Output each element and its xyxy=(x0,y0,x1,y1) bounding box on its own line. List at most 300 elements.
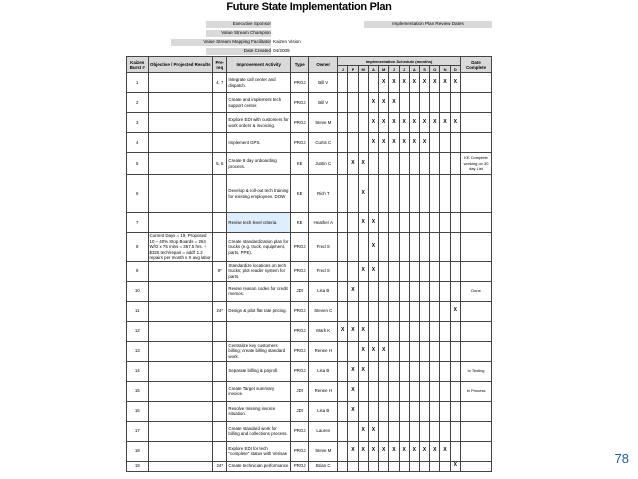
kaizen-number: 2 xyxy=(127,93,149,113)
month-cell: X xyxy=(450,461,460,471)
month-cell xyxy=(358,233,368,262)
month-header: D xyxy=(450,66,460,73)
table-row xyxy=(127,133,492,153)
owner-cell: Renee H xyxy=(309,341,338,361)
month-cell: X xyxy=(399,441,409,461)
owner-cell: Bill V xyxy=(309,93,338,113)
month-cell xyxy=(409,233,419,262)
month-cell xyxy=(399,233,409,262)
activity-cell: Create Target summary invoice. xyxy=(227,381,291,401)
month-cell xyxy=(409,153,419,175)
month-header: N xyxy=(440,66,450,73)
type-cell: JDI xyxy=(290,381,308,401)
date-created-label: Date Created xyxy=(206,48,271,55)
month-cell xyxy=(430,381,440,401)
month-cell xyxy=(348,301,358,321)
month-cell xyxy=(440,133,450,153)
kaizen-number: 16 xyxy=(127,401,149,421)
month-cell: X xyxy=(368,113,378,133)
month-cell xyxy=(440,381,450,401)
type-cell: PROJ xyxy=(290,341,308,361)
month-cell xyxy=(338,421,348,441)
activity-cell: Create 8 day onboarding process. xyxy=(227,153,291,175)
month-cell xyxy=(409,93,419,113)
month-cell xyxy=(358,461,368,471)
month-cell xyxy=(419,321,429,341)
kaizen-number: 3 xyxy=(127,113,149,133)
month-cell: X xyxy=(358,175,368,213)
kaizen-number: 14 xyxy=(127,361,149,381)
prereq-cell xyxy=(213,113,227,133)
meta-row-exec-sponsor xyxy=(126,21,492,29)
month-cell: X xyxy=(348,321,358,341)
month-cell xyxy=(440,261,450,281)
month-cell: X xyxy=(379,441,389,461)
type-cell: KE xyxy=(290,213,308,233)
activity-cell: Develop & roll-out tech training for existing employees. DOW xyxy=(227,175,291,213)
type-cell: PROJ xyxy=(290,361,308,381)
month-cell xyxy=(348,93,358,113)
month-cell xyxy=(389,213,399,233)
activity-cell: Create standardization plan for trucks (e.g. truck, equipment, parts, PPE). xyxy=(227,233,291,262)
type-cell: PROJ xyxy=(290,421,308,441)
prereq-cell: 24* xyxy=(213,461,227,471)
month-cell: X xyxy=(430,441,440,461)
month-cell xyxy=(450,401,460,421)
month-cell xyxy=(348,233,358,262)
month-cell: X xyxy=(440,441,450,461)
type-cell: PROJ xyxy=(290,73,308,93)
month-cell: X xyxy=(348,153,358,175)
table-row xyxy=(127,461,492,471)
month-cell xyxy=(389,261,399,281)
month-cell xyxy=(430,233,440,262)
month-cell xyxy=(430,461,440,471)
month-header: M xyxy=(358,66,368,73)
month-cell xyxy=(338,261,348,281)
owner-cell: Curtis C xyxy=(309,133,338,153)
kaizen-number: 9 xyxy=(127,261,149,281)
activity-cell: Design & pilot flat rate pricing. xyxy=(227,301,291,321)
table-row xyxy=(127,341,492,361)
header-date-complete: Date Complete xyxy=(461,57,492,73)
table-row xyxy=(127,213,492,233)
date-complete-cell xyxy=(461,133,492,153)
month-cell xyxy=(450,153,460,175)
month-cell xyxy=(430,361,440,381)
month-cell xyxy=(389,175,399,213)
month-cell xyxy=(338,213,348,233)
objective-cell xyxy=(148,213,213,233)
month-cell xyxy=(368,153,378,175)
month-cell xyxy=(338,233,348,262)
month-cell xyxy=(348,261,358,281)
table-row xyxy=(127,301,492,321)
month-cell xyxy=(338,381,348,401)
prereq-cell xyxy=(213,233,227,262)
kaizen-number: 13 xyxy=(127,341,149,361)
month-cell: X xyxy=(358,361,368,381)
month-cell xyxy=(450,261,460,281)
prereq-cell xyxy=(213,401,227,421)
month-cell xyxy=(338,281,348,301)
month-cell xyxy=(379,321,389,341)
date-complete-cell xyxy=(461,233,492,262)
month-cell: X xyxy=(399,133,409,153)
month-cell: X xyxy=(368,213,378,233)
month-cell: X xyxy=(358,441,368,461)
month-cell xyxy=(450,233,460,262)
kaizen-number: 8 xyxy=(127,233,149,262)
header-type: Type xyxy=(290,57,308,73)
date-complete-cell: In Testing xyxy=(461,361,492,381)
month-cell xyxy=(358,401,368,421)
month-cell: X xyxy=(348,401,358,421)
month-header: S xyxy=(419,66,429,73)
month-cell xyxy=(430,93,440,113)
month-cell xyxy=(419,461,429,471)
kaizen-number: 5 xyxy=(127,153,149,175)
owner-cell: Steve M xyxy=(309,113,338,133)
month-cell xyxy=(379,361,389,381)
prereq-cell xyxy=(213,361,227,381)
month-cell xyxy=(440,401,450,421)
month-cell xyxy=(358,281,368,301)
owner-cell: Bill V xyxy=(309,73,338,93)
owner-cell: Lisa B xyxy=(309,361,338,381)
month-cell xyxy=(419,233,429,262)
month-cell xyxy=(368,401,378,421)
table-row xyxy=(127,281,492,301)
objective-cell xyxy=(148,93,213,113)
month-header: F xyxy=(348,66,358,73)
kaizen-number: 10 xyxy=(127,281,149,301)
month-cell xyxy=(440,153,450,175)
objective-cell xyxy=(148,301,213,321)
objective-cell xyxy=(148,461,213,471)
owner-cell: Fred S xyxy=(309,233,338,262)
month-cell xyxy=(348,73,358,93)
date-complete-cell xyxy=(461,73,492,93)
month-cell xyxy=(419,175,429,213)
month-cell: X xyxy=(419,73,429,93)
month-cell: X xyxy=(409,441,419,461)
date-complete-cell xyxy=(461,113,492,133)
month-cell: X xyxy=(399,113,409,133)
month-cell xyxy=(338,93,348,113)
activity-cell: Centralize key customers billing; create billing standard work. xyxy=(227,341,291,361)
month-cell xyxy=(430,213,440,233)
table-row xyxy=(127,93,492,113)
header-owner: Owner xyxy=(309,57,338,73)
month-cell xyxy=(440,213,450,233)
month-cell xyxy=(409,461,419,471)
month-cell: X xyxy=(368,441,378,461)
month-cell xyxy=(450,361,460,381)
month-cell xyxy=(358,113,368,133)
prereq-cell: 5, 6 xyxy=(213,153,227,175)
date-complete-cell xyxy=(461,175,492,213)
month-cell xyxy=(430,421,440,441)
month-cell xyxy=(399,341,409,361)
month-cell xyxy=(409,301,419,321)
table-row xyxy=(127,233,492,262)
table-row xyxy=(127,321,492,341)
month-cell: X xyxy=(348,281,358,301)
month-cell: X xyxy=(419,441,429,461)
implementation-plan-sheet xyxy=(126,0,492,479)
month-cell: X xyxy=(409,133,419,153)
month-cell xyxy=(430,281,440,301)
month-cell: X xyxy=(338,321,348,341)
month-cell xyxy=(379,281,389,301)
owner-cell: Mark K xyxy=(309,321,338,341)
objective-cell xyxy=(148,281,213,301)
month-cell xyxy=(389,401,399,421)
activity-cell: Create and implement tech support center. xyxy=(227,93,291,113)
month-cell xyxy=(379,401,389,421)
month-cell xyxy=(430,153,440,175)
owner-cell: Renee H xyxy=(309,381,338,401)
month-cell xyxy=(389,233,399,262)
month-cell: X xyxy=(368,341,378,361)
month-cell xyxy=(419,341,429,361)
month-cell xyxy=(399,261,409,281)
month-cell xyxy=(440,233,450,262)
prereq-cell: 8* xyxy=(213,261,227,281)
month-cell: X xyxy=(389,93,399,113)
month-cell xyxy=(338,401,348,421)
month-cell: X xyxy=(348,361,358,381)
objective-cell xyxy=(148,381,213,401)
meta-row-date-created xyxy=(126,48,492,56)
month-cell xyxy=(409,401,419,421)
month-cell xyxy=(419,213,429,233)
month-cell: X xyxy=(389,133,399,153)
prereq-cell xyxy=(213,321,227,341)
month-header: M xyxy=(379,66,389,73)
month-cell xyxy=(338,441,348,461)
prereq-cell: 4, 7 xyxy=(213,73,227,93)
implementation-plan-table xyxy=(126,56,492,472)
table-row xyxy=(127,73,492,93)
objective-cell xyxy=(148,133,213,153)
month-cell xyxy=(368,381,378,401)
month-cell xyxy=(338,175,348,213)
meta-row-facilitator xyxy=(126,39,492,47)
month-cell: X xyxy=(358,153,368,175)
type-cell: KE xyxy=(290,153,308,175)
month-cell xyxy=(368,281,378,301)
month-cell: X xyxy=(389,441,399,461)
objective-cell xyxy=(148,401,213,421)
month-cell: X xyxy=(368,93,378,113)
date-complete-cell xyxy=(461,341,492,361)
month-cell: X xyxy=(389,73,399,93)
month-cell xyxy=(419,153,429,175)
month-cell xyxy=(379,233,389,262)
type-cell: KE xyxy=(290,175,308,213)
month-cell xyxy=(409,381,419,401)
objective-cell xyxy=(148,175,213,213)
date-complete-cell xyxy=(461,321,492,341)
month-cell: X xyxy=(440,73,450,93)
date-complete-cell: KE Complete working on 30 day List xyxy=(461,153,492,175)
objective-cell xyxy=(148,361,213,381)
month-cell xyxy=(440,321,450,341)
date-complete-cell xyxy=(461,93,492,113)
vs-champion-label: Value Stream Champion xyxy=(206,30,271,37)
vsm-facilitator-label: Value Stream Mapping Facilitator xyxy=(171,39,271,46)
month-cell: X xyxy=(348,441,358,461)
month-header: O xyxy=(430,66,440,73)
month-cell: X xyxy=(379,93,389,113)
kaizen-number: 4 xyxy=(127,133,149,153)
date-complete-cell xyxy=(461,461,492,471)
month-cell xyxy=(348,341,358,361)
month-cell xyxy=(399,421,409,441)
type-cell: PROJ xyxy=(290,461,308,471)
table-row xyxy=(127,153,492,175)
month-cell xyxy=(389,421,399,441)
month-cell: X xyxy=(389,113,399,133)
activity-cell: Revise tech level criteria. xyxy=(227,213,291,233)
month-cell xyxy=(450,213,460,233)
month-cell xyxy=(399,361,409,381)
month-cell xyxy=(440,341,450,361)
month-cell xyxy=(379,421,389,441)
owner-cell: Lisa B xyxy=(309,401,338,421)
month-header: A xyxy=(368,66,378,73)
month-cell xyxy=(450,441,460,461)
month-cell xyxy=(450,341,460,361)
month-cell: X xyxy=(348,381,358,401)
month-cell xyxy=(399,175,409,213)
month-cell: X xyxy=(368,233,378,262)
month-cell xyxy=(379,381,389,401)
month-cell: X xyxy=(409,113,419,133)
owner-cell: Heather A xyxy=(309,213,338,233)
month-cell: X xyxy=(440,113,450,133)
activity-cell: Standardize locations on tech trucks; plot reader system for parts. xyxy=(227,261,291,281)
activity-cell: Resolve missing invoice situation. xyxy=(227,401,291,421)
objective-cell xyxy=(148,321,213,341)
month-cell xyxy=(399,401,409,421)
owner-cell: Fred S xyxy=(309,261,338,281)
month-cell xyxy=(409,321,419,341)
type-cell: PROJ xyxy=(290,93,308,113)
activity-cell: Create technician performance xyxy=(227,461,291,471)
month-cell xyxy=(450,175,460,213)
date-complete-cell: Done xyxy=(461,281,492,301)
table-row xyxy=(127,401,492,421)
month-cell xyxy=(399,381,409,401)
prereq-cell xyxy=(213,93,227,113)
kaizen-number: 15 xyxy=(127,381,149,401)
month-cell xyxy=(358,93,368,113)
date-created-value: 04/2009 xyxy=(273,48,290,53)
month-cell xyxy=(379,175,389,213)
month-cell: X xyxy=(358,341,368,361)
type-cell: PROJ xyxy=(290,441,308,461)
month-cell: X xyxy=(368,421,378,441)
month-header: A xyxy=(409,66,419,73)
month-cell xyxy=(348,213,358,233)
prereq-cell xyxy=(213,213,227,233)
kaizen-number: 18 xyxy=(127,441,149,461)
month-header: J xyxy=(338,66,348,73)
month-cell xyxy=(358,73,368,93)
month-cell: X xyxy=(409,73,419,93)
month-cell: X xyxy=(358,421,368,441)
activity-cell: Separate billing & payroll. xyxy=(227,361,291,381)
month-cell xyxy=(399,93,409,113)
month-cell xyxy=(389,281,399,301)
month-cell xyxy=(348,175,358,213)
activity-cell: Implement GPS. xyxy=(227,133,291,153)
objective-cell xyxy=(148,153,213,175)
owner-cell: Lauren xyxy=(309,421,338,441)
month-cell xyxy=(358,301,368,321)
owner-cell: Justin C xyxy=(309,153,338,175)
month-cell: X xyxy=(358,261,368,281)
month-cell xyxy=(430,175,440,213)
date-complete-cell xyxy=(461,421,492,441)
month-cell: X xyxy=(358,213,368,233)
exec-sponsor-label: Executive Sponsor xyxy=(206,21,271,28)
month-cell xyxy=(430,401,440,421)
objective-cell xyxy=(148,441,213,461)
month-cell xyxy=(419,93,429,113)
kaizen-number: 7 xyxy=(127,213,149,233)
header-prereq: Pre-req xyxy=(213,57,227,73)
month-cell xyxy=(389,321,399,341)
month-cell: X xyxy=(358,321,368,341)
month-cell xyxy=(440,421,450,441)
month-cell xyxy=(440,93,450,113)
month-cell xyxy=(419,381,429,401)
month-cell xyxy=(430,133,440,153)
table-row xyxy=(127,361,492,381)
month-cell: X xyxy=(419,113,429,133)
month-cell xyxy=(368,73,378,93)
objective-cell xyxy=(148,113,213,133)
month-cell xyxy=(338,113,348,133)
objective-cell xyxy=(148,341,213,361)
type-cell: JDI xyxy=(290,281,308,301)
month-cell xyxy=(440,175,450,213)
month-cell xyxy=(358,381,368,401)
month-cell: X xyxy=(368,261,378,281)
header-objective: Objective / Projected Results xyxy=(148,57,213,73)
month-cell xyxy=(440,361,450,381)
month-cell xyxy=(338,301,348,321)
objective-cell: Current Days = 19, Proposed 10 – 40% Stop Boards = 264 W/O x 75 mins = 367.5 hrs. ÷ $325 tech/repair = add'l 1.2 repairs per month x X avg labor xyxy=(149,233,211,260)
month-cell xyxy=(430,301,440,321)
month-cell xyxy=(409,341,419,361)
month-cell: X xyxy=(450,301,460,321)
month-cell xyxy=(419,401,429,421)
month-cell xyxy=(409,213,419,233)
month-cell xyxy=(399,153,409,175)
activity-cell: Create standard work for billing and collections process. xyxy=(227,421,291,441)
kaizen-number: 6 xyxy=(127,175,149,213)
table-row xyxy=(127,381,492,401)
type-cell: JDI xyxy=(290,401,308,421)
month-cell xyxy=(409,361,419,381)
prereq-cell xyxy=(213,133,227,153)
date-complete-cell xyxy=(461,213,492,233)
